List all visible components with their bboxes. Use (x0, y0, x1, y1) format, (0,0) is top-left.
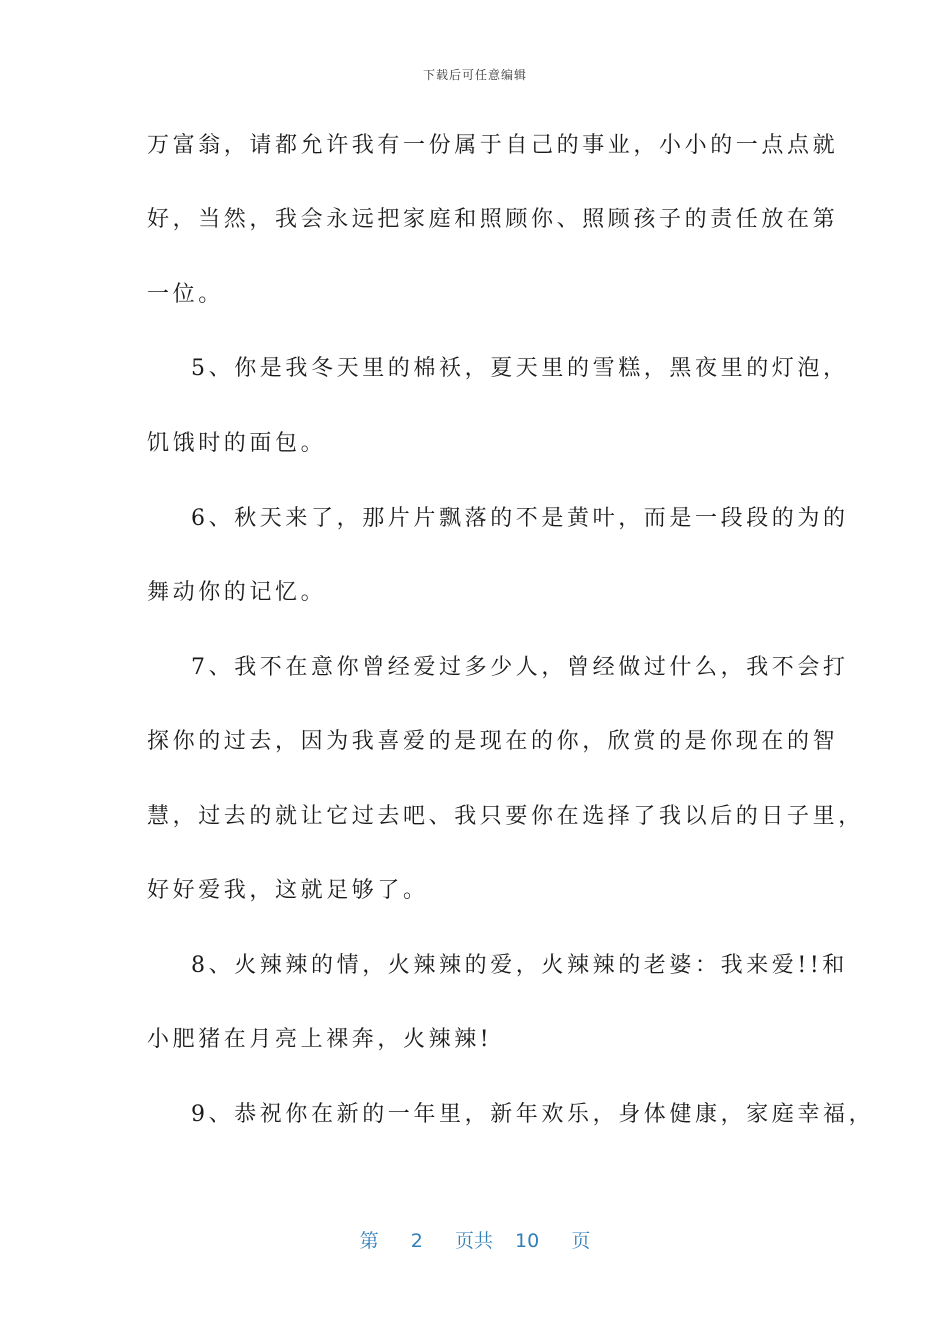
text-line: 万富翁，请都允许我有一份属于自己的事业，小小的一点点就 (147, 133, 839, 158)
text-line: 好好爱我，这就足够了。 (147, 878, 429, 903)
paragraph-7-line: 7、我不在意你曾经爱过多少人，曾经做过什么，我不会打 (191, 655, 849, 680)
paragraph-9-line: 9、恭祝你在新的一年里，新年欢乐，身体健康，家庭幸福， (191, 1102, 875, 1127)
footer-suffix: 页 (571, 1230, 591, 1252)
text-line: 一位。 (147, 282, 224, 307)
header-note: 下载后可任意编辑 (422, 68, 527, 82)
text-line: 饥饿时的面包。 (147, 431, 327, 456)
paragraph-5-line: 5、你是我冬天里的棉袄，夏天里的雪糕，黑夜里的灯泡， (191, 356, 849, 381)
current-page-number: 2 (410, 1230, 423, 1252)
text-line: 探你的过去，因为我喜爱的是现在的你，欣赏的是你现在的智 (147, 729, 839, 754)
footer-prefix: 第 (359, 1230, 379, 1252)
text-line: 好，当然，我会永远把家庭和照顾你、照顾孩子的责任放在第 (147, 207, 839, 232)
text-line: 小肥猪在月亮上裸奔，火辣辣! (147, 1027, 493, 1052)
page-footer (0, 1226, 950, 1253)
paragraph-8-line: 8、火辣辣的情，火辣辣的爱，火辣辣的老婆：我来爱!!和 (191, 953, 848, 978)
footer-middle: 页共 (454, 1230, 493, 1252)
text-line: 舞动你的记忆。 (147, 580, 327, 605)
total-pages-number: 10 (515, 1230, 540, 1252)
paragraph-6-line: 6、秋天来了，那片片飘落的不是黄叶，而是一段段的为的 (191, 506, 849, 531)
text-line: 慧，过去的就让它过去吧、我只要你在选择了我以后的日子里， (147, 804, 864, 829)
